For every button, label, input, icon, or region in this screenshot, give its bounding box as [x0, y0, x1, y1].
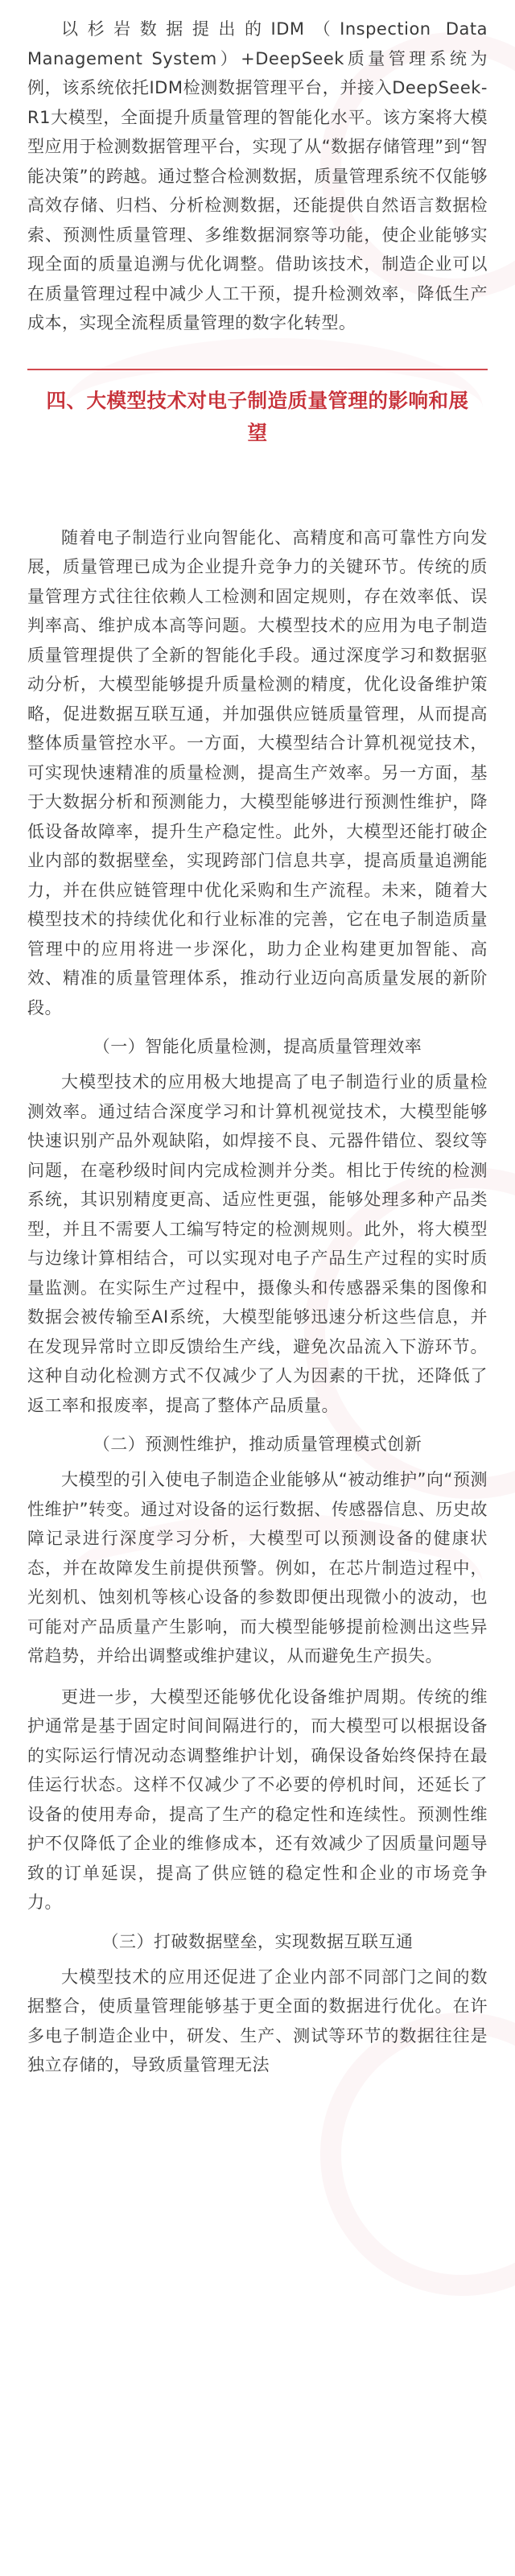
- section-paragraph: 更进一步，大模型还能够优化设备维护周期。传统的维护通常是基于固定时间间隔进行的，而大模型可以根据设备的实际运行情况动态调整维护计划，确保设备始终保持在最佳运行状态。这样不仅减少了不必要的停机时间，还延长了设备的使用寿命，提高了生产的稳定性和连续性。预测性维护不仅降低了企业的维修成本，还有效减少了因质量问题导致的订单延误，提高了供应链的稳定性和企业的市场竞争力。: [27, 1686, 488, 1912]
- subheading-data-interconnection: （三）打破数据壁垒，实现数据互联互通: [101, 1931, 414, 1951]
- section-divider: [27, 369, 488, 370]
- section-paragraph: 大模型技术的应用还促进了企业内部不同部门之间的数据整合，使质量管理能够基于更全面的数据进行优化。在许多电子制造企业中，研发、生产、测试等环节的数据往往是独立存储的，导致质量管理无法: [27, 1967, 488, 2074]
- section-heading: 四、大模型技术对电子制造质量管理的影响和展望: [46, 388, 469, 444]
- paragraph-gap: [27, 1671, 488, 1682]
- subheading-predictive-maintenance: （二）预测性维护，推动质量管理模式创新: [93, 1435, 422, 1454]
- intro-paragraph: 以杉岩数据提出的IDM（Inspection Data Management System）+DeepSeek质量管理系统为例，该系统依托IDM检测数据管理平台，并接入DeepSeek-R1大模型，全面提升质量管理的智能化水平。该方案将大模型应用于检测数据管理平台，实现了从“数据存储管理”到“智能决策”的跨越。通过整合检测数据，质量管理系统不仅能够高效存储、归档、分析检测数据，还能提供自然语言数据检索、预测性质量管理、多维数据洞察等功能，使企业能够实现全面的质量追溯与优化调整。借助该技术，制造企业可以在质量管理过程中减少人工干预，提升检测效率，降低生产成本，实现全流程质量管理的数字化转型。: [27, 19, 488, 332]
- subheading-quality-inspection: （一）智能化质量检测，提高质量管理效率: [93, 1037, 422, 1056]
- section-paragraph: 大模型的引入使电子制造企业能够从“被动维护”向“预测性维护”转变。通过对设备的运行数据、传感器信息、历史故障记录进行深度学习分析，大模型可以预测设备的健康状态，并在故障发生前提供预警。例如，在芯片制造过程中，光刻机、蚀刻机等核心设备的参数即便出现微小的波动，也可能对产品质量产生影响，而大模型能够提前检测出这些异常趋势，并给出调整或维护建议，从而避免生产损失。: [27, 1470, 488, 1666]
- section-paragraph: 随着电子制造行业向智能化、高精度和高可靠性方向发展，质量管理已成为企业提升竞争力的关键环节。传统的质量管理方式往往依赖人工检测和固定规则，存在效率低、误判率高、维护成本高等问题。大模型技术的应用为电子制造质量管理提供了全新的智能化手段。通过深度学习和数据驱动分析，大模型能够提升质量检测的精度，优化设备维护策略，促进数据互联互通，并加强供应链质量管理，从而提高整体质量管控水平。一方面，大模型结合计算机视觉技术，可实现快速精准的质量检测，提高生产效率。另一方面，基于大数据分析和预测能力，大模型能够进行预测性维护，降低设备故障率，提升生产稳定性。此外，大模型还能打破企业内部的数据壁垒，实现跨部门信息共享，提高质量追溯能力，并在供应链管理中优化采购和生产流程。未来，随着大模型技术的持续优化和行业标准的完善，它在电子制造质量管理中的应用将进一步深化，助力企业构建更加智能、高效、精准的质量管理体系，推动行业迈向高质量发展的新阶段。: [27, 527, 488, 1018]
- section-paragraph: 大模型技术的应用极大地提高了电子制造行业的质量检测效率。通过结合深度学习和计算机视觉技术，大模型能够快速识别产品外观缺陷，如焊接不良、元器件错位、裂纹等问题，在毫秒级时间内完成检测并分类。相比于传统的检测系统，其识别精度更高、适应性更强，能够处理多种产品类型，并且不需要人工编写特定的检测规则。此外，将大模型与边缘计算相结合，可以实现对电子产品生产过程的实时质量监测。在实际生产过程中，摄像头和传感器采集的图像和数据会被传输至AI系统，大模型能够迅速分析这些信息，并在发现异常时立即反馈给生产线，避免次品流入下游环节。这种自动化检测方式不仅减少了人为因素的干扰，还降低了返工率和报废率，提高了整体产品质量。: [27, 1072, 488, 1415]
